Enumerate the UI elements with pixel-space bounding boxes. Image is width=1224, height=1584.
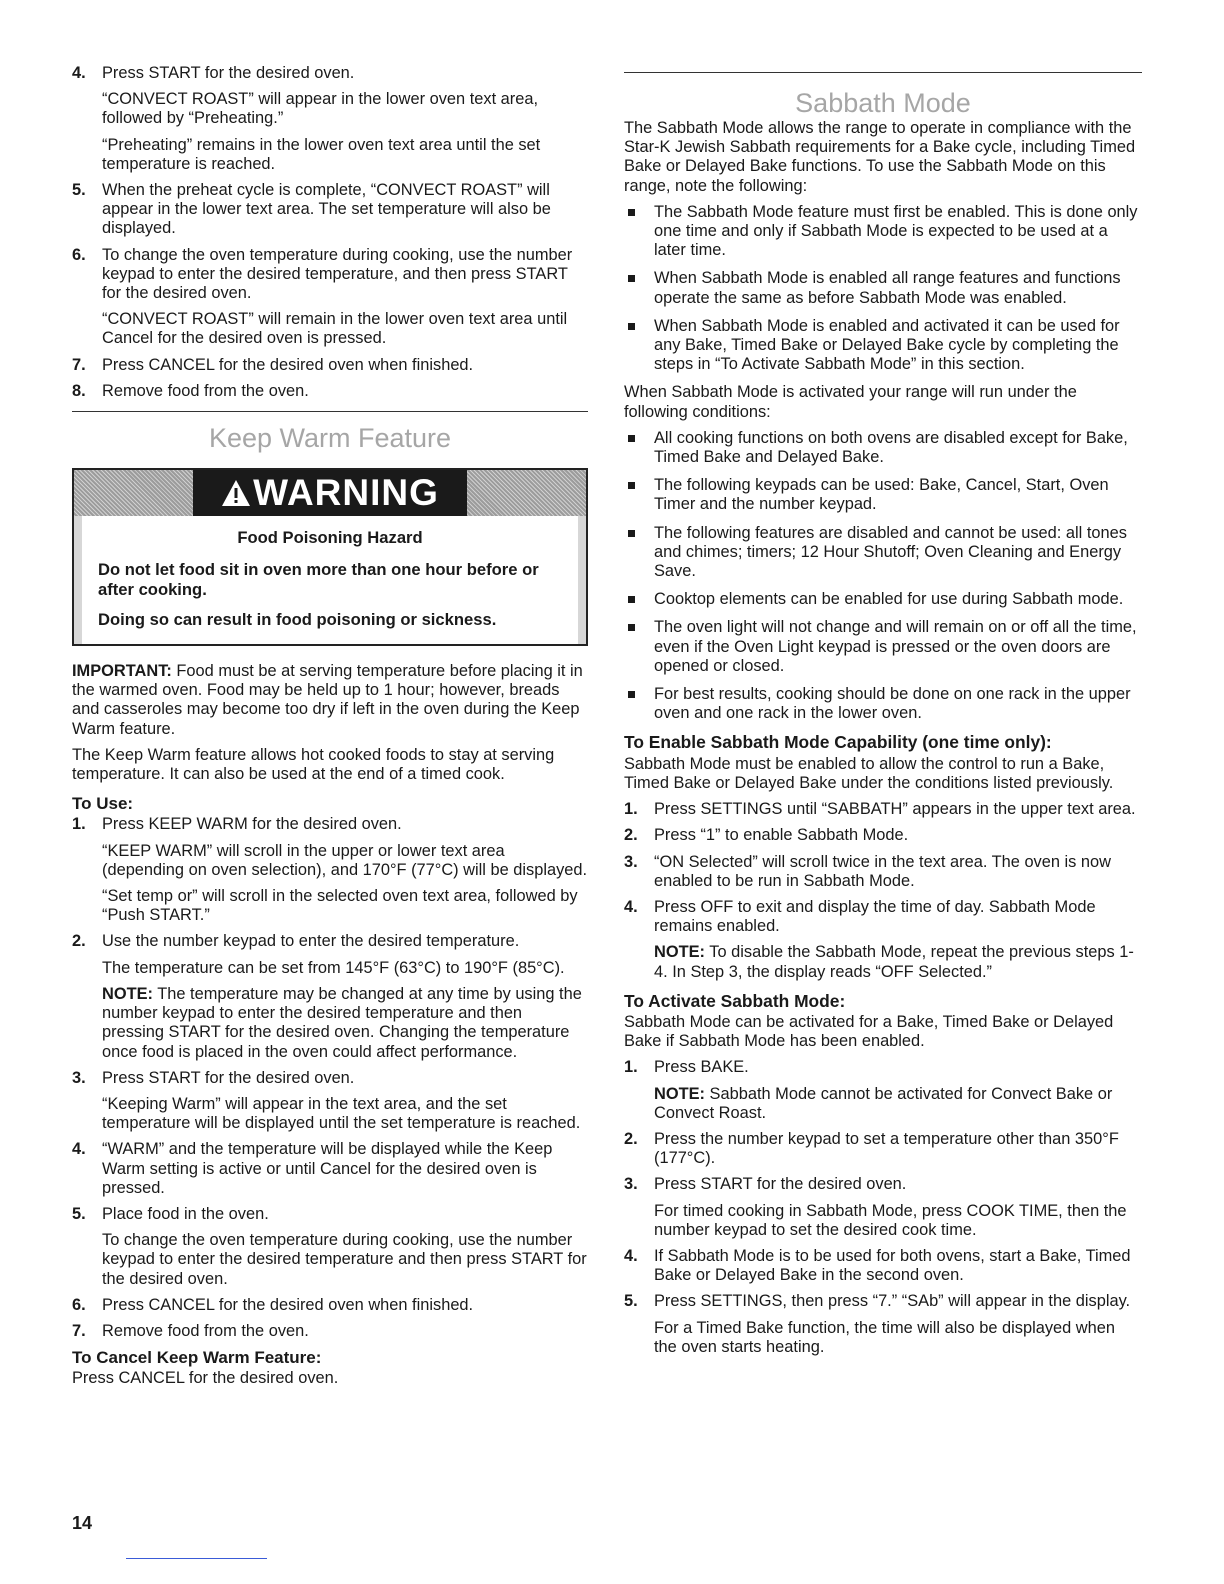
- bullet-item: [624, 590, 1142, 609]
- bullet-item: [624, 269, 1142, 307]
- step-text: Remove food from the oven.: [102, 381, 309, 400]
- step-number: 7.: [72, 1321, 86, 1340]
- note-text: To disable the Sabbath Mode, repeat the previous steps 1-4. In Step 3, the display reads “OFF Selected.”: [654, 943, 1134, 981]
- bullet-text: The following keypads can be used: Bake, Cancel, Start, Oven Timer and the number keypad.: [654, 476, 1109, 514]
- step-number: 5.: [624, 1292, 638, 1311]
- bullet-item: [624, 317, 1142, 375]
- step-number: 4.: [624, 897, 638, 916]
- step-number: 6.: [72, 1295, 86, 1314]
- step-text: Press OFF to exit and display the time of day. Sabbath Mode remains enabled.: [654, 897, 1096, 936]
- activate-sabbath-intro: Sabbath Mode can be activated for a Bake, Timed Bake or Delayed Bake if Sabbath Mode has been enabled.: [624, 1012, 1114, 1051]
- step-item: [72, 181, 588, 239]
- note-text: Sabbath Mode cannot be activated for Convect Bake or Convect Roast.: [654, 1084, 1113, 1122]
- warning-box: [72, 468, 588, 646]
- bullet-square-icon: [628, 624, 635, 631]
- enable-sabbath-intro: Sabbath Mode must be enabled to allow the control to run a Bake, Timed Bake or Delayed Bake under the conditions listed previously.: [624, 754, 1114, 792]
- bullet-item: [624, 618, 1142, 676]
- bullet-square-icon: [628, 482, 635, 489]
- step-text: If Sabbath Mode is to be used for both ovens, start a Bake, Timed Bake or Delayed Bake in the second oven.: [654, 1246, 1131, 1285]
- step-text: Press CANCEL for the desired oven when finished.: [102, 355, 474, 374]
- enable-sabbath-steps: [624, 800, 1142, 982]
- step-item: [72, 356, 588, 375]
- activate-sabbath-steps: [624, 1058, 1142, 1357]
- step-item: [624, 853, 1142, 891]
- step-item: [72, 1296, 588, 1315]
- step-text: Press START for the desired oven.: [102, 64, 355, 82]
- note-text: The temperature may be changed at any time by using the number keypad to enter the desired temperature and then pressing START for the desired oven. Changing the temperature once food is placed in the oven could affect performance.: [102, 984, 582, 1061]
- step-number: 2.: [72, 932, 86, 951]
- step-detail: “KEEP WARM” will scroll in the upper or lower text area (depending on oven selection), and 170°F (77°C) will be displayed.: [102, 841, 588, 879]
- step-item: [72, 1205, 588, 1289]
- keep-warm-title: Keep Warm Feature: [208, 423, 452, 454]
- step-number: 8.: [72, 381, 86, 400]
- step-number: 1.: [624, 1058, 638, 1077]
- step-number: 4.: [72, 1140, 86, 1159]
- activate-sabbath-heading: To Activate Sabbath Mode:: [624, 990, 846, 1011]
- convect-roast-steps: [72, 64, 588, 401]
- step-item: [72, 64, 588, 174]
- step-item: [72, 246, 588, 349]
- step-number: 1.: [72, 815, 86, 834]
- step-number: 5.: [72, 181, 86, 200]
- bullet-square-icon: [628, 596, 635, 603]
- sabbath-bullets-2: [624, 429, 1142, 724]
- bullet-text: Cooktop elements can be enabled for use during Sabbath mode.: [654, 590, 1124, 609]
- sabbath-intro: The Sabbath Mode allows the range to operate in compliance with the Star-K Jewish Sabbath requirements for a Bake cycle, including Timed Bake or Delayed Bake functions. To use the Sabbath Mode on this range, note the following:: [624, 119, 1136, 195]
- keep-warm-intro: The Keep Warm feature allows hot cooked foods to stay at serving temperature. It can also be used at the end of a timed cook.: [72, 745, 555, 784]
- warning-line-1: Do not let food sit in oven more than one hour before or after cooking.: [98, 560, 539, 600]
- bullet-square-icon: [628, 530, 635, 537]
- sabbath-mode-title: Sabbath Mode: [795, 88, 971, 118]
- step-text: Press “1” to enable Sabbath Mode.: [654, 826, 909, 845]
- bullet-item: [624, 203, 1142, 261]
- section-divider: [624, 72, 1142, 73]
- warning-label: WARNING: [253, 472, 439, 514]
- step-item: [624, 1292, 1142, 1357]
- step-text: Place food in the oven.: [102, 1204, 269, 1223]
- step-item: [72, 1322, 588, 1341]
- step-text: When the preheat cycle is complete, “CONVECT ROAST” will appear in the lower text area. The set temperature will also be displayed.: [102, 181, 551, 238]
- footer-line: [126, 1558, 267, 1559]
- note-label: NOTE:: [102, 984, 153, 1003]
- step-text: Press START for the desired oven.: [102, 1068, 355, 1087]
- step-number: 3.: [624, 852, 638, 871]
- step-note: [102, 985, 588, 1062]
- warning-hazard: Food Poisoning Hazard: [237, 528, 423, 548]
- step-detail: To change the oven temperature during cooking, use the number keypad to enter the desired temperature and then press START for the desired oven.: [102, 1231, 587, 1288]
- step-text: Press the number keypad to set a temperature other than 350°F (177°C).: [654, 1129, 1119, 1168]
- step-text: Press SETTINGS, then press “7.” “SAb” will appear in the display.: [654, 1292, 1131, 1311]
- bullet-item: [624, 429, 1142, 467]
- conditions-intro: When Sabbath Mode is activated your range will run under the following conditions:: [624, 383, 1077, 421]
- bullet-text: When Sabbath Mode is enabled all range features and functions operate the same as before Sabbath Mode was enabled.: [654, 269, 1121, 307]
- step-detail: “Set temp or” will scroll in the selected oven text area, followed by “Push START.”: [102, 887, 578, 925]
- step-detail: “Preheating” remains in the lower oven text area until the set temperature is reached.: [102, 135, 541, 173]
- step-detail: The temperature can be set from 145°F (63°C) to 190°F (85°C).: [102, 958, 565, 977]
- warning-triangle-icon: [221, 479, 251, 507]
- step-number: 4.: [72, 64, 86, 82]
- note-label: NOTE:: [654, 1084, 705, 1103]
- step-number: 1.: [624, 800, 638, 819]
- step-detail: “CONVECT ROAST” will appear in the lower oven text area, followed by “Preheating.”: [102, 90, 539, 128]
- step-note: [654, 943, 1142, 981]
- step-detail: For a Timed Bake function, the time will also be displayed when the oven starts heating.: [654, 1318, 1115, 1356]
- bullet-square-icon: [628, 275, 635, 282]
- step-number: 2.: [624, 826, 638, 845]
- step-text: Use the number keypad to enter the desired temperature.: [102, 932, 520, 951]
- bullet-text: The following features are disabled and cannot be used: all tones and chimes; timers; 12 Hour Shutoff; Oven Cleaning and Energy Save.: [654, 523, 1127, 581]
- step-text: Press START for the desired oven.: [654, 1175, 907, 1194]
- step-detail: “Keeping Warm” will appear in the text area, and the set temperature will be displayed until the set temperature is reached.: [102, 1094, 581, 1133]
- step-item: [624, 1130, 1142, 1168]
- step-item: [624, 1058, 1142, 1123]
- section-divider: [72, 411, 588, 412]
- step-number: 6.: [72, 245, 86, 264]
- step-detail: For timed cooking in Sabbath Mode, press COOK TIME, then the number keypad to set the desired cook time.: [654, 1201, 1127, 1239]
- step-item: [72, 1069, 588, 1134]
- to-use-heading: To Use:: [72, 794, 134, 814]
- step-note: [654, 1085, 1142, 1123]
- step-item: [624, 826, 1142, 845]
- step-text: Press SETTINGS until “SABBATH” appears in the upper text area.: [654, 800, 1136, 819]
- bullet-item: [624, 524, 1142, 582]
- bullet-square-icon: [628, 691, 635, 698]
- important-text: Food must be at serving temperature before placing it in the warmed oven. Food may be held up to 1 hour; however, breads and casseroles may become too dry if left in the oven during the Keep Warm feature.: [72, 662, 583, 738]
- step-item: [72, 1140, 588, 1198]
- bullet-text: When Sabbath Mode is enabled and activated it can be used for any Bake, Timed Bake or Delayed Bake cycle by completing the steps in “To Activate Sabbath Mode” in this section.: [654, 316, 1120, 374]
- bullet-square-icon: [628, 323, 635, 330]
- step-item: [72, 815, 588, 925]
- right-column: [624, 64, 1142, 1364]
- step-number: 3.: [624, 1175, 638, 1194]
- bullet-text: The oven light will not change and will remain on or off all the time, even if the Oven Light keypad is pressed or the oven doors are opened or closed.: [654, 618, 1137, 675]
- step-number: 4.: [624, 1246, 638, 1265]
- step-text: Press BAKE.: [654, 1058, 749, 1077]
- page-number: 14: [72, 1513, 93, 1533]
- bullet-square-icon: [628, 435, 635, 442]
- step-item: [624, 1175, 1142, 1240]
- bullet-item: [624, 685, 1142, 723]
- step-item: [72, 932, 588, 1061]
- important-label: IMPORTANT:: [72, 662, 172, 681]
- step-text: Press CANCEL for the desired oven when finished.: [102, 1295, 474, 1314]
- step-number: 2.: [624, 1129, 638, 1148]
- step-text: To change the oven temperature during cooking, use the number keypad to enter the desired temperature, and then press START for the desired oven.: [102, 245, 573, 303]
- enable-sabbath-heading: To Enable Sabbath Mode Capability (one time only):: [624, 732, 1052, 753]
- step-item: [624, 1247, 1142, 1285]
- cancel-keep-warm-heading: To Cancel Keep Warm Feature:: [72, 1348, 322, 1368]
- warning-line-2: Doing so can result in food poisoning or sickness.: [98, 610, 497, 630]
- step-number: 3.: [72, 1068, 86, 1087]
- step-number: 5.: [72, 1204, 86, 1223]
- step-text: Press KEEP WARM for the desired oven.: [102, 815, 402, 834]
- keep-warm-steps: [72, 815, 588, 1341]
- bullet-item: [624, 476, 1142, 514]
- left-column: [72, 64, 588, 1396]
- bullet-square-icon: [628, 209, 635, 216]
- step-detail: “CONVECT ROAST” will remain in the lower oven text area until Cancel for the desired oven is pressed.: [102, 310, 568, 348]
- bullet-text: All cooking functions on both ovens are disabled except for Bake, Timed Bake and Delayed Bake.: [654, 428, 1128, 467]
- important-paragraph: [72, 662, 588, 739]
- step-text: “ON Selected” will scroll twice in the text area. The oven is now enabled to be run in Sabbath Mode.: [654, 852, 1112, 890]
- bullet-text: For best results, cooking should be done on one rack in the upper oven and one rack in the lower oven.: [654, 685, 1131, 723]
- warning-banner: [74, 470, 586, 516]
- step-item: [72, 382, 588, 401]
- step-text: “WARM” and the temperature will be displayed while the Keep Warm setting is active or until Cancel for the desired oven is pressed.: [102, 1140, 553, 1197]
- note-label: NOTE:: [654, 943, 705, 962]
- step-item: [624, 898, 1142, 982]
- bullet-text: The Sabbath Mode feature must first be enabled. This is done only one time and only if Sabbath Mode is expected to be used at a later time.: [654, 202, 1138, 260]
- step-text: Remove food from the oven.: [102, 1321, 309, 1340]
- cancel-keep-warm-text: Press CANCEL for the desired oven.: [72, 1369, 339, 1388]
- sabbath-bullets-1: [624, 203, 1142, 375]
- step-number: 7.: [72, 355, 86, 374]
- step-item: [624, 800, 1142, 819]
